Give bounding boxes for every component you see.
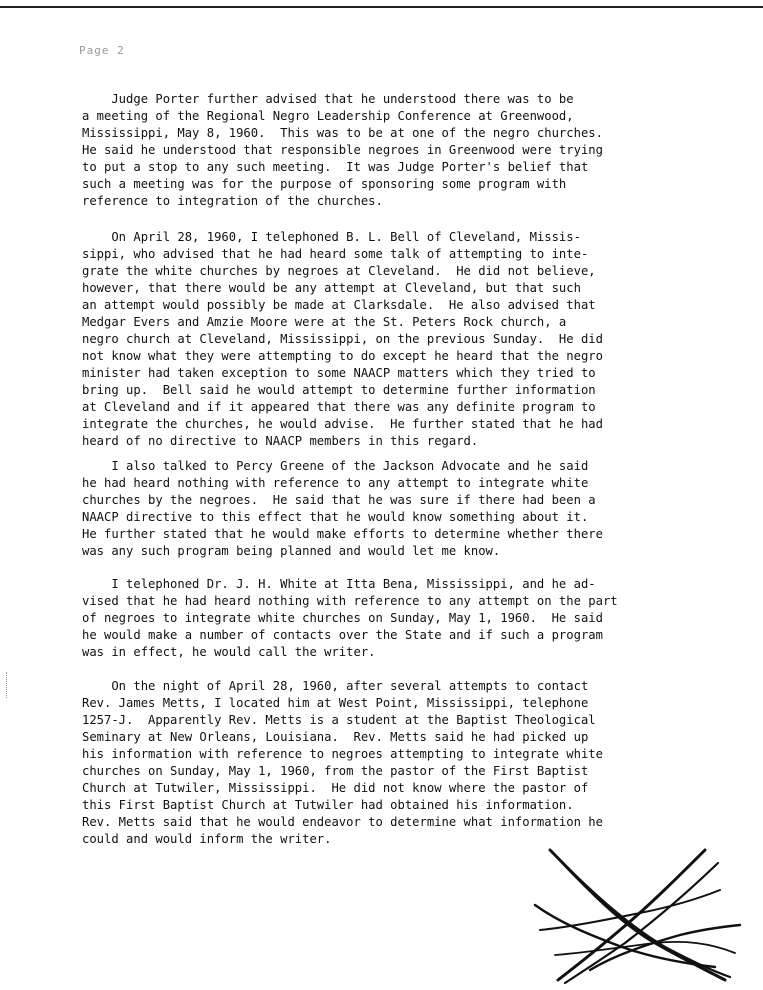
text-line: 1257-J. Apparently Rev. Metts is a student at the Baptist Theological [82, 713, 596, 727]
text-line: a meeting of the Regional Negro Leadership Conference at Greenwood, [82, 109, 574, 123]
paragraph-percy-greene [82, 458, 732, 560]
text-line: Seminary at New Orleans, Louisiana. Rev. Metts said he had picked up [82, 730, 589, 744]
text-line: On the night of April 28, 1960, after several attempts to contact [82, 679, 589, 693]
text-line: grate the white churches by negroes at Cleveland. He did not believe, [82, 264, 596, 278]
crossed-out-signature-mark [530, 835, 745, 985]
text-line: bring up. Bell said he would attempt to determine further information [82, 383, 596, 397]
text-line: sippi, who advised that he had heard some talk of attempting to inte- [82, 247, 589, 261]
top-border-rule [0, 6, 763, 8]
text-line: minister had taken exception to some NAACP matters which they tried to [82, 366, 596, 380]
text-line: churches on Sunday, May 1, 1960, from the pastor of the First Baptist [82, 764, 589, 778]
text-line: however, that there would be any attempt at Cleveland, but that such [82, 281, 581, 295]
text-line: I also talked to Percy Greene of the Jackson Advocate and he said [82, 459, 589, 473]
text-line: Rev. Metts said that he would endeavor to determine what information he [82, 815, 603, 829]
text-line: churches by the negroes. He said that he was sure if there had been a [82, 493, 596, 507]
text-line: Mississippi, May 8, 1960. This was to be at one of the negro churches. [82, 126, 603, 140]
text-line: was in effect, he would call the writer. [82, 645, 376, 659]
text-line: of negroes to integrate white churches on Sunday, May 1, 1960. He said [82, 611, 603, 625]
text-line: integrate the churches, he would advise. He further stated that he had [82, 417, 603, 431]
text-line: He said he understood that responsible negroes in Greenwood were trying [82, 143, 603, 157]
text-line: I telephoned Dr. J. H. White at Itta Bena, Mississippi, and he ad- [82, 577, 596, 591]
text-line: Judge Porter further advised that he understood there was to be [82, 92, 574, 106]
text-line: He further stated that he would make efforts to determine whether there [82, 527, 603, 541]
text-line: heard of no directive to NAACP members in this regard. [82, 434, 479, 448]
text-line: he had heard nothing with reference to any attempt to integrate white [82, 476, 589, 490]
paragraph-bell-cleveland [82, 229, 732, 450]
text-line: to put a stop to any such meeting. It was Judge Porter's belief that [82, 160, 589, 174]
text-line: could and would inform the writer. [82, 832, 332, 846]
text-line: at Cleveland and if it appeared that there was any definite program to [82, 400, 596, 414]
text-line: Medgar Evers and Amzie Moore were at the St. Peters Rock church, a [82, 315, 567, 329]
text-line: his information with reference to negroes attempting to integrate white [82, 747, 603, 761]
text-line: such a meeting was for the purpose of sponsoring some program with [82, 177, 567, 191]
text-line: an attempt would possibly be made at Clarksdale. He also advised that [82, 298, 596, 312]
paragraph-rev-metts [82, 678, 732, 848]
text-line: NAACP directive to this effect that he would know something about it. [82, 510, 589, 524]
text-line: Rev. James Metts, I located him at West Point, Mississippi, telephone [82, 696, 589, 710]
margin-mark [6, 672, 7, 698]
text-line: not know what they were attempting to do except he heard that the negro [82, 349, 603, 363]
paragraph-judge-porter [82, 91, 732, 210]
text-line: was any such program being planned and would let me know. [82, 544, 501, 558]
text-line: reference to integration of the churches. [82, 194, 383, 208]
text-line: Church at Tutwiler, Mississippi. He did not know where the pastor of [82, 781, 589, 795]
text-line: vised that he had heard nothing with reference to any attempt on the part [82, 594, 618, 608]
text-line: negro church at Cleveland, Mississippi, on the previous Sunday. He did [82, 332, 603, 346]
text-line: he would make a number of contacts over the State and if such a program [82, 628, 603, 642]
page-number-label: Page 2 [79, 44, 125, 57]
text-line: On April 28, 1960, I telephoned B. L. Bell of Cleveland, Missis- [82, 230, 581, 244]
text-line: this First Baptist Church at Tutwiler had obtained his information. [82, 798, 574, 812]
paragraph-dr-white [82, 576, 732, 661]
